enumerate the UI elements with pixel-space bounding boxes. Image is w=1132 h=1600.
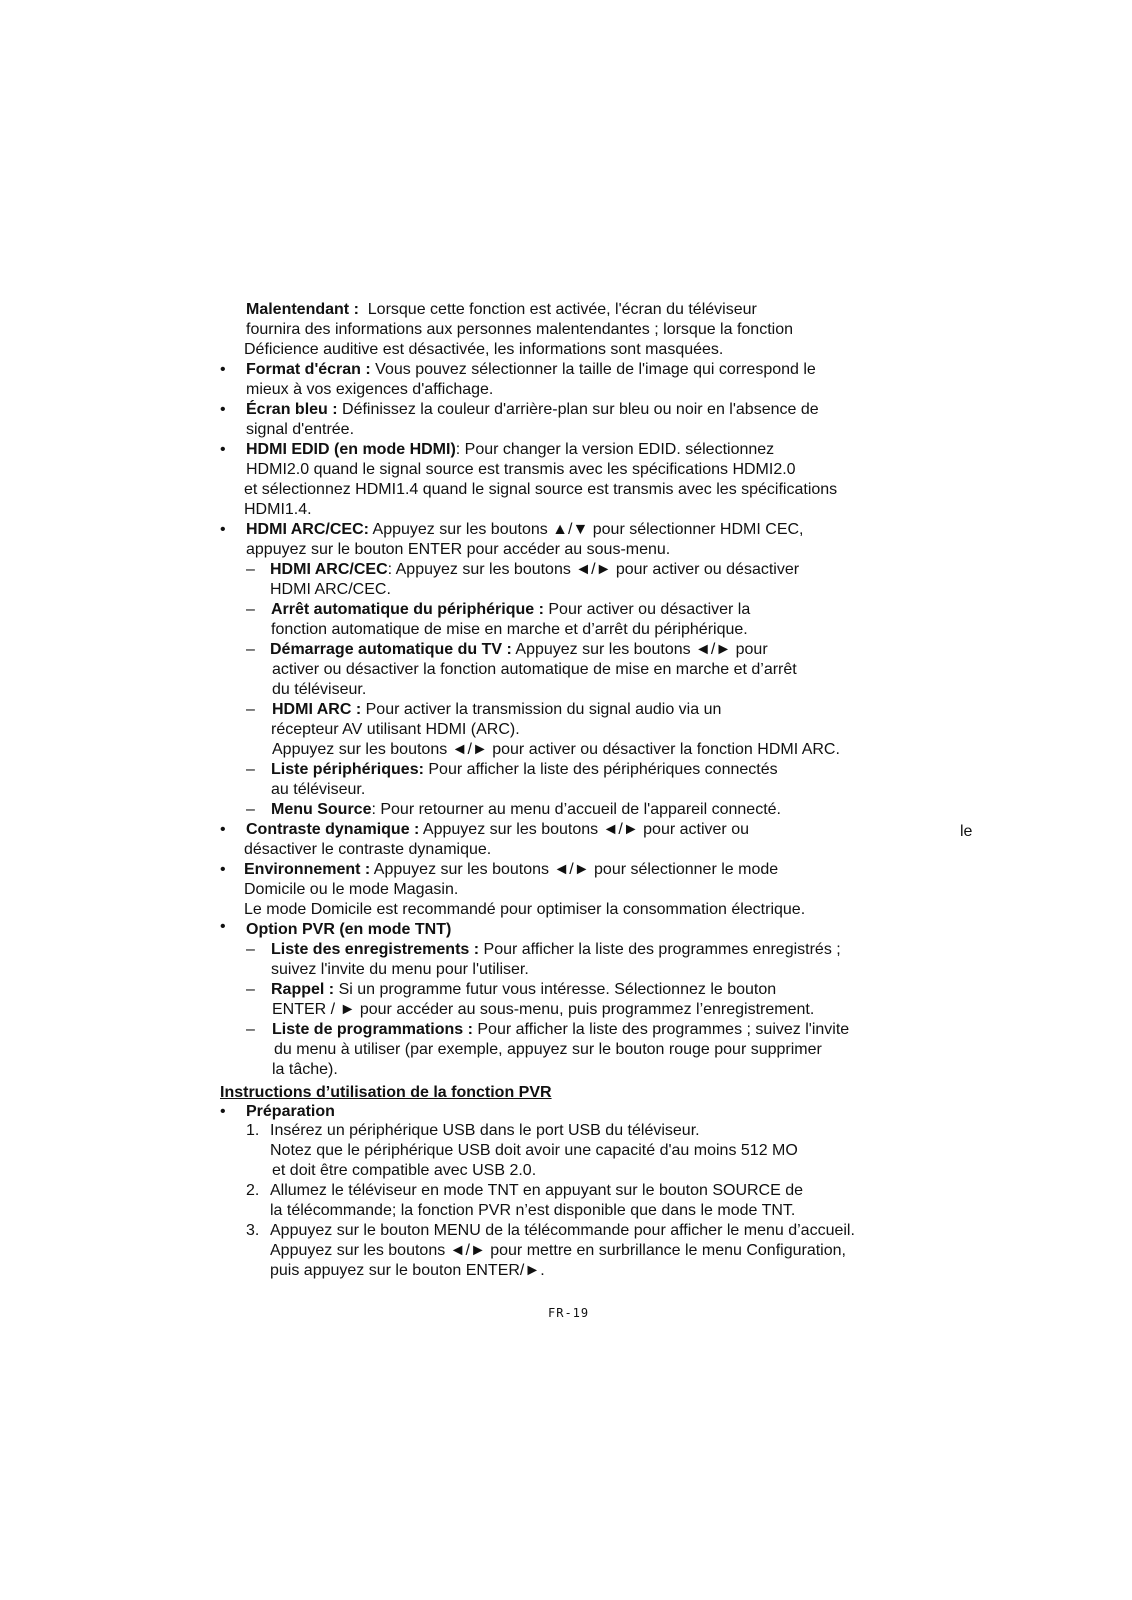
environnement-line-2: Domicile ou le mode Magasin. [244, 881, 459, 898]
arc-cec-line-2: HDMI ARC/CEC. [270, 581, 391, 598]
malentendant-line-3: Déficience auditive est désactivée, les informations sont masquées. [244, 341, 724, 358]
bullet-preparation: • [220, 1103, 226, 1120]
liste-line-2: au téléviseur. [271, 781, 366, 798]
contraste-line-1 [246, 820, 749, 840]
step-3-line-3: puis appuyez sur le bouton ENTER/►. [270, 1262, 545, 1279]
contraste-label: Contraste dynamique : [246, 821, 420, 838]
arc-line-3: Appuyez sur les boutons ◄/► pour activer ou désactiver la fonction HDMI ARC. [272, 741, 840, 758]
arc-line-1 [272, 700, 721, 720]
step-1-line-2: Notez que le périphérique USB doit avoir une capacité d'au moins 512 MO [270, 1142, 798, 1159]
pvr-label-text: Option PVR (en mode TNT) [246, 921, 452, 938]
menu-source-text-1: : Pour retourner au menu d’accueil de l'appareil connecté. [371, 801, 781, 818]
contraste-line-2: désactiver le contraste dynamique. [244, 841, 492, 858]
menu-source-label: Menu Source [271, 801, 372, 818]
environnement-line-3: Le mode Domicile est recommandé pour optimiser la consommation électrique. [244, 901, 806, 918]
menu-source-line-1 [271, 800, 781, 820]
hdmi-arc-cec-text-1: Appuyez sur les boutons ▲/▼ pour sélectionner HDMI CEC, [368, 521, 804, 538]
prog-text-1: Pour afficher la liste des programmes ; suivez l'invite [472, 1021, 850, 1038]
dash-demarrage: – [246, 641, 255, 658]
liste-text-1: Pour afficher la liste des périphériques connectés [423, 761, 778, 778]
rappel-line-2: ENTER / ► pour accéder au sous-menu, puis programmez l’enregistrement. [272, 1001, 815, 1018]
malentendant-text-1: Lorsque cette fonction est activée, l'écran du téléviseur [367, 301, 757, 318]
demarrage-line-2: activer ou désactiver la fonction automatique de mise en marche et d’arrêt [272, 661, 797, 678]
step-2-line-2: la télécommande; la fonction PVR n’est disponible que dans le mode TNT. [270, 1202, 796, 1219]
dash-menu-source: – [246, 801, 255, 818]
rappel-line-1 [271, 980, 776, 1000]
format-line-2: mieux à vos exigences d'affichage. [246, 381, 494, 398]
format-line-1 [246, 360, 816, 380]
hdmi-edid-line-4: HDMI1.4. [244, 501, 312, 518]
demarrage-label: Démarrage automatique du TV : [270, 641, 512, 658]
demarrage-line-3: du téléviseur. [272, 681, 367, 698]
malentendant-label: Malentendant : [246, 301, 359, 318]
liste-label: Liste périphériques: [271, 761, 424, 778]
step-1-number: 1. [246, 1122, 260, 1139]
environnement-label: Environnement : [244, 861, 371, 878]
pvr-label [246, 920, 451, 940]
format-text-1: Vous pouvez sélectionner la taille de l'image qui correspond le [370, 361, 816, 378]
prog-label: Liste de programmations : [272, 1021, 473, 1038]
contraste-text-1: Appuyez sur les boutons ◄/► pour activer ou [419, 821, 749, 838]
dash-arret: – [246, 601, 255, 618]
step-3-number: 3. [246, 1222, 260, 1239]
enreg-label: Liste des enregistrements : [271, 941, 480, 958]
enreg-text-1: Pour afficher la liste des programmes enregistrés ; [479, 941, 841, 958]
hdmi-edid-line-2: HDMI2.0 quand le signal source est transmis avec les spécifications HDMI2.0 [246, 461, 796, 478]
step-1-line-3: et doit être compatible avec USB 2.0. [272, 1162, 537, 1179]
preparation-label [246, 1102, 335, 1122]
bullet-contraste: • [220, 821, 226, 838]
hdmi-edid-text-1: : Pour changer la version EDID. sélectionnez [455, 441, 775, 458]
arc-cec-line-1 [270, 560, 799, 580]
arret-label: Arrêt automatique du périphérique : [271, 601, 544, 618]
step-3-line-1: Appuyez sur le bouton MENU de la télécommande pour afficher le menu d’accueil. [270, 1222, 855, 1239]
prog-line-2: du menu à utiliser (par exemple, appuyez sur le bouton rouge pour supprimer [274, 1041, 822, 1058]
preparation-text: Préparation [246, 1103, 335, 1120]
dash-arc-cec: – [246, 561, 255, 578]
dash-arc: – [246, 701, 255, 718]
environnement-line-1 [244, 860, 778, 880]
step-2-line-1: Allumez le téléviseur en mode TNT en appuyant sur le bouton SOURCE de [270, 1182, 804, 1199]
page-number: FR-19 [548, 1306, 590, 1320]
demarrage-text-1: Appuyez sur les boutons ◄/► pour [511, 641, 768, 658]
arret-text-1: Pour activer ou désactiver la [543, 601, 751, 618]
hdmi-arc-cec-label: HDMI ARC/CEC: [246, 521, 369, 538]
contraste-stray-word: le [960, 823, 973, 840]
bullet-environnement: • [220, 861, 226, 878]
arc-text-1: Pour activer la transmission du signal audio via un [361, 701, 722, 718]
dash-enreg: – [246, 941, 255, 958]
dash-liste: – [246, 761, 255, 778]
arret-line-1 [271, 600, 750, 620]
hdmi-edid-label: HDMI EDID (en mode HDMI) [246, 441, 456, 458]
dash-prog: – [246, 1021, 255, 1038]
hdmi-arc-cec-line-2: appuyez sur le bouton ENTER pour accéder au sous-menu. [246, 541, 671, 558]
ecran-bleu-line-2: signal d'entrée. [246, 421, 355, 438]
arc-cec-label: HDMI ARC/CEC [270, 561, 388, 578]
bullet-hdmi-arc-cec: • [220, 521, 226, 538]
step-2-number: 2. [246, 1182, 260, 1199]
prog-line-3: la tâche). [272, 1061, 338, 1078]
malentendant-line-2: fournira des informations aux personnes malentendantes ; lorsque la fonction [246, 321, 793, 338]
prog-line-1 [272, 1020, 849, 1040]
hdmi-edid-line-1 [246, 440, 774, 460]
liste-line-1 [271, 760, 778, 780]
hdmi-edid-line-3: et sélectionnez HDMI1.4 quand le signal source est transmis avec les spécifications [244, 481, 838, 498]
arc-line-2: récepteur AV utilisant HDMI (ARC). [271, 721, 520, 738]
malentendant-line-1 [246, 300, 757, 320]
ecran-bleu-label: Écran bleu : [246, 401, 338, 418]
ecran-bleu-line-1 [246, 400, 819, 420]
step-3-line-2: Appuyez sur les boutons ◄/► pour mettre en surbrillance le menu Configuration, [270, 1242, 846, 1259]
bullet-format: • [220, 361, 226, 378]
arc-cec-text-1: : Appuyez sur les boutons ◄/► pour activer ou désactiver [387, 561, 800, 578]
dash-rappel: – [246, 981, 255, 998]
arc-label: HDMI ARC : [272, 701, 362, 718]
arret-line-2: fonction automatique de mise en marche et d’arrêt du périphérique. [271, 621, 748, 638]
enreg-line-2: suivez l'invite du menu pour l'utiliser. [271, 961, 529, 978]
instructions-heading: Instructions d’utilisation de la fonction PVR [220, 1084, 552, 1101]
bullet-pvr: • [220, 918, 226, 935]
ecran-bleu-text-1: Définissez la couleur d'arrière-plan sur bleu ou noir en l'absence de [337, 401, 819, 418]
bullet-hdmi-edid: • [220, 441, 226, 458]
format-label: Format d'écran : [246, 361, 371, 378]
environnement-text-1: Appuyez sur les boutons ◄/► pour sélectionner le mode [370, 861, 779, 878]
hdmi-arc-cec-line-1 [246, 520, 803, 540]
step-1-line-1: Insérez un périphérique USB dans le port USB du téléviseur. [270, 1122, 700, 1139]
enreg-line-1 [271, 940, 841, 960]
bullet-ecran-bleu: • [220, 401, 226, 418]
demarrage-line-1 [270, 640, 768, 660]
rappel-label: Rappel : [271, 981, 335, 998]
rappel-text-1: Si un programme futur vous intéresse. Sélectionnez le bouton [334, 981, 777, 998]
